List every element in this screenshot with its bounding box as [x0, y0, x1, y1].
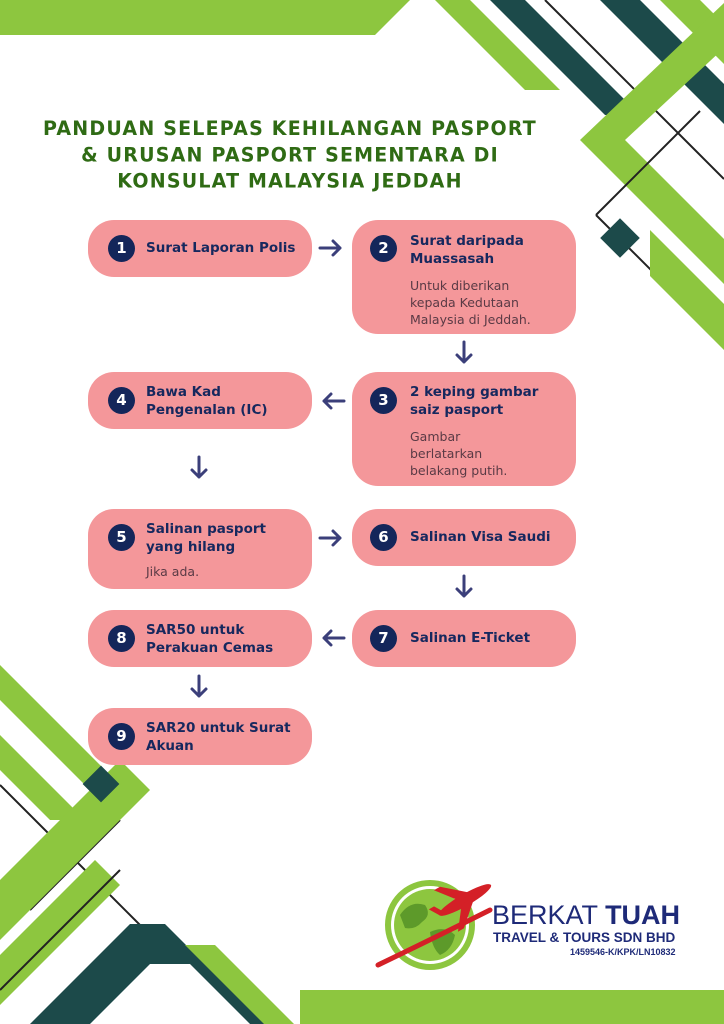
step-number-badge: 1 — [108, 235, 135, 262]
arrow-down-icon — [189, 455, 209, 481]
step-number-badge: 8 — [108, 625, 135, 652]
step-note — [410, 277, 531, 328]
step-heading-line-1: SAR20 untuk Surat — [146, 720, 291, 736]
step-heading-line-2: Muassasah — [410, 251, 495, 267]
arrow-down-icon — [189, 674, 209, 700]
step-note-line-1: Untuk diberikan — [410, 278, 510, 293]
step-note-line-2: berlatarkan — [410, 446, 483, 461]
step-note-line-1: Gambar — [410, 429, 461, 444]
step-heading — [146, 621, 273, 657]
step-note: Jika ada. — [146, 564, 200, 579]
step-card-7 — [352, 610, 576, 667]
step-card-5 — [88, 509, 312, 589]
step-heading-line-2: yang hilang — [146, 539, 236, 555]
step-card-9 — [88, 708, 312, 765]
title-line-3: KONSULAT MALAYSIA JEDDAH — [117, 169, 463, 193]
step-card-4 — [88, 372, 312, 429]
step-heading-line-1: 2 keping gambar — [410, 384, 539, 400]
arrow-down-icon — [454, 574, 474, 600]
globe-plane-logo-icon — [370, 870, 510, 985]
step-heading: Salinan Visa Saudi — [410, 529, 551, 545]
step-heading — [410, 232, 524, 268]
step-card-3 — [352, 372, 576, 486]
company-logo — [370, 870, 700, 985]
arrow-down-icon — [454, 340, 474, 366]
step-heading — [146, 383, 268, 419]
step-heading-line-1: Bawa Kad — [146, 384, 221, 400]
step-number-badge: 5 — [108, 524, 135, 551]
brand-name — [492, 900, 680, 930]
step-card-6 — [352, 509, 576, 566]
step-card-2 — [352, 220, 576, 334]
step-heading — [410, 383, 538, 419]
step-note — [410, 428, 507, 479]
step-heading-line-2: Pengenalan (IC) — [146, 402, 268, 418]
step-heading: Surat Laporan Polis — [146, 240, 296, 256]
step-number-badge: 9 — [108, 723, 135, 750]
step-number-badge: 6 — [370, 524, 397, 551]
step-note-line-3: belakang putih. — [410, 463, 508, 478]
step-heading — [146, 719, 291, 755]
brand-name-bold: TUAH — [605, 900, 681, 930]
step-heading-line-2: saiz pasport — [410, 402, 504, 418]
step-heading-line-1: Salinan pasport — [146, 521, 266, 537]
license-number: 1459546-K/KPK/LN10832 — [570, 947, 676, 957]
step-heading — [146, 520, 266, 556]
title-line-1: PANDUAN SELEPAS KEHILANGAN PASPORT — [43, 117, 537, 141]
arrow-left-icon — [320, 628, 346, 648]
step-heading-line-2: Perakuan Cemas — [146, 640, 274, 656]
step-number-badge: 7 — [370, 625, 397, 652]
arrow-left-icon — [320, 391, 346, 411]
step-heading-line-1: SAR50 untuk — [146, 622, 245, 638]
title-line-2: & URUSAN PASPORT SEMENTARA DI — [81, 143, 499, 167]
step-heading-line-2: Akuan — [146, 738, 194, 754]
step-heading-line-1: Surat daripada — [410, 233, 524, 249]
step-heading: Salinan E-Ticket — [410, 630, 531, 646]
step-number-badge: 4 — [108, 387, 135, 414]
arrow-right-icon — [318, 238, 344, 258]
brand-name-light: BERKAT — [492, 900, 598, 930]
brand-subtitle: TRAVEL & TOURS SDN BHD — [493, 930, 676, 945]
arrow-right-icon — [318, 528, 344, 548]
step-card-1 — [88, 220, 312, 277]
page-title — [40, 116, 540, 195]
step-note-line-3: Malaysia di Jeddah. — [410, 312, 531, 327]
step-note-line-2: kepada Kedutaan — [410, 295, 519, 310]
step-number-badge: 2 — [370, 235, 397, 262]
step-card-8 — [88, 610, 312, 667]
step-number-badge: 3 — [370, 387, 397, 414]
